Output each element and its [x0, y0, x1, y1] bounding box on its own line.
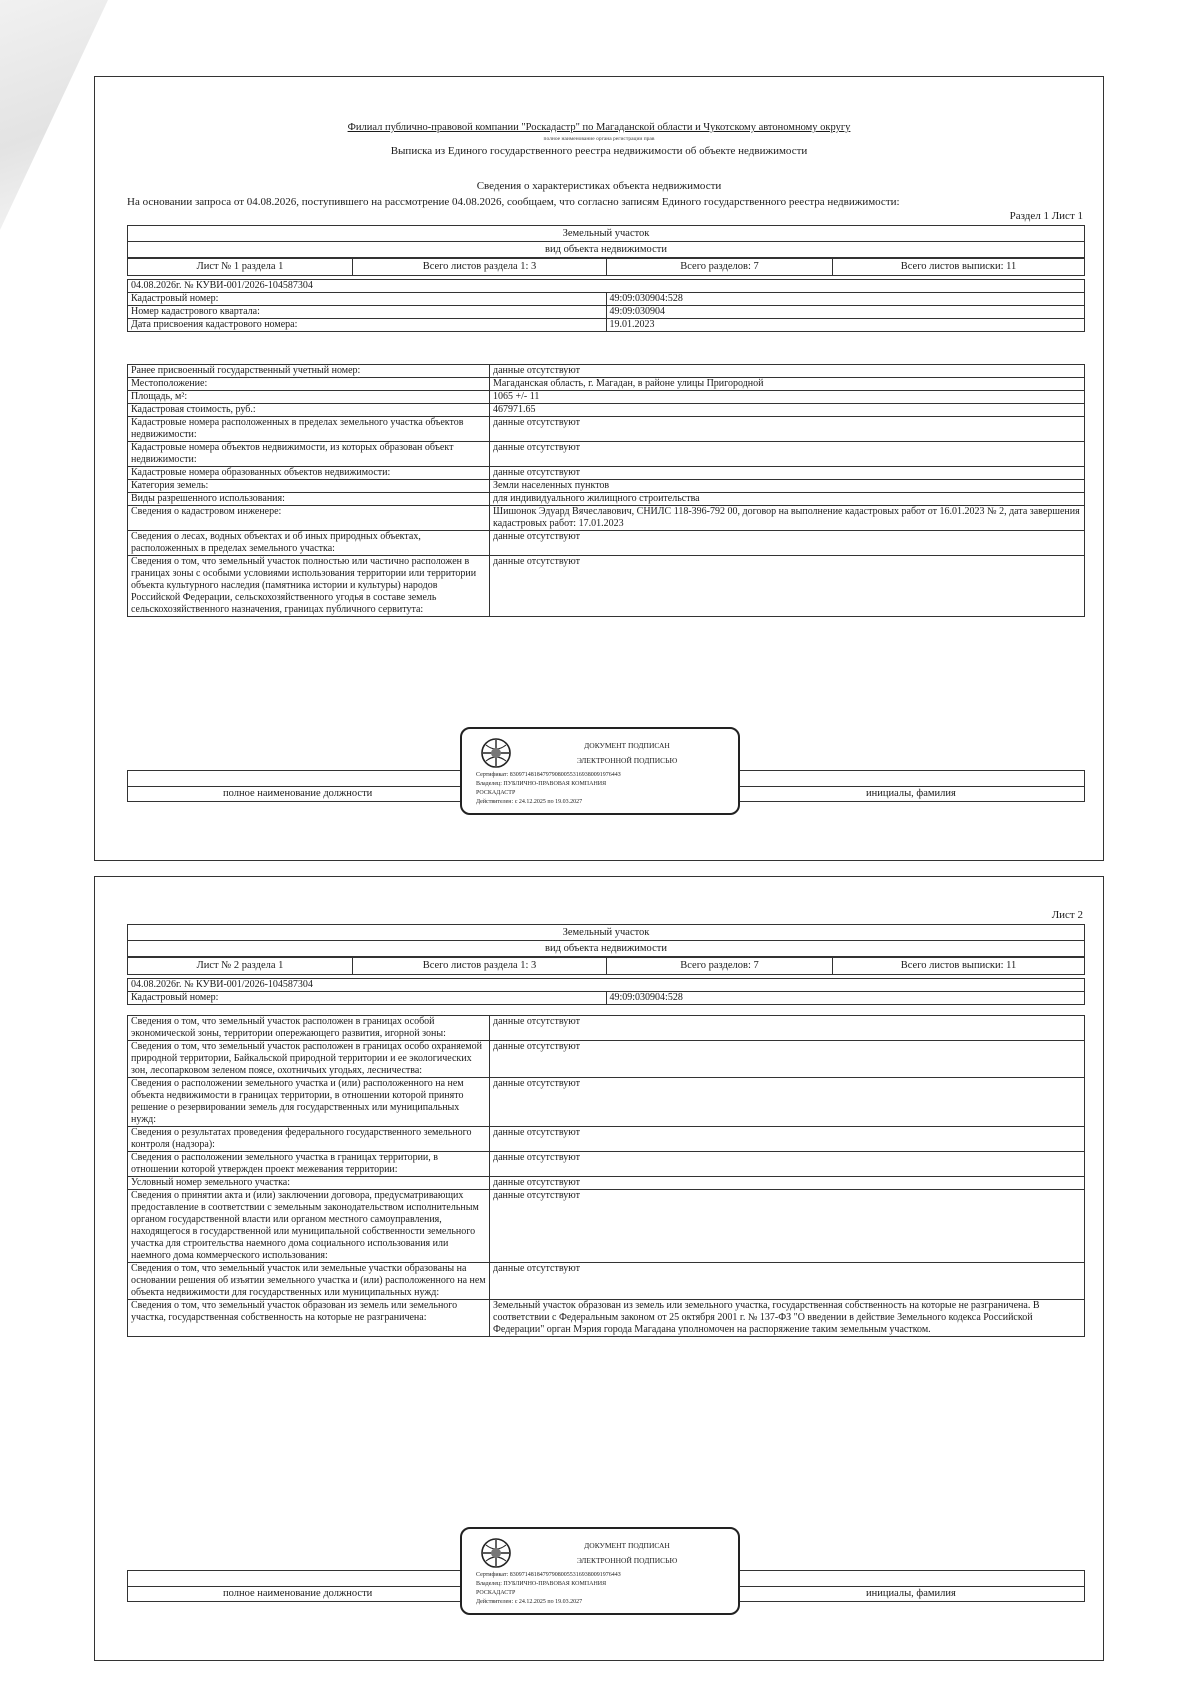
field-value: данные отсутствуют [490, 556, 1085, 617]
table-row [128, 442, 1085, 467]
stamp-owner-name: РОСКАДАСТР [476, 1590, 516, 1596]
field-label: Кадастровые номера расположенных в пределах земельного участка объектов недвижимости: [128, 417, 490, 442]
stamp-title: ДОКУМЕНТ ПОДПИСАН [584, 1541, 670, 1550]
field-label: Виды разрешенного использования: [128, 493, 490, 506]
field-label: Сведения о кадастровом инженере: [128, 506, 490, 531]
field-label: Сведения о лесах, водных объектах и об иных природных объектах, расположенных в пределах земельного участка: [128, 531, 490, 556]
field-value: 49:09:030904:528 [606, 293, 1085, 306]
table-row [128, 531, 1085, 556]
field-label: Кадастровый номер: [128, 293, 607, 306]
field-label: Сведения о том, что земельный участок полностью или частично расположен в границах зоны с особыми условиями использования территории или территории объекта культурного наследия (памятника истории и культуры) народов Российской Федерации, сельскохозяйственного угодья в составе земель сельскохозяйственного назначения, границах публичного сервитута: [128, 556, 490, 617]
sheet-number: Лист № 2 раздела 1 [128, 958, 353, 974]
field-label: Кадастровая стоимость, руб.: [128, 404, 490, 417]
field-value: данные отсутствуют [490, 1152, 1085, 1177]
field-value: данные отсутствуют [490, 1127, 1085, 1152]
document-title: Выписка из Единого государственного реестра недвижимости об объекте недвижимости [390, 145, 808, 157]
field-label: Кадастровые номера образованных объектов недвижимости: [128, 467, 490, 480]
sheets-in-extract: Всего листов выписки: 11 [900, 960, 1017, 971]
document-number: 04.08.2026г. № КУВИ-001/2026-104587304 [128, 979, 1085, 992]
extract-sheet-1 [94, 76, 1104, 861]
stamp-certificate: Сертификат: 830971481847979080055316938009197644З [476, 772, 621, 778]
table-row [128, 1300, 1085, 1337]
field-label: Категория земель: [128, 480, 490, 493]
page-fold-shadow [0, 0, 108, 230]
table-row [128, 1041, 1085, 1078]
table-row [128, 1127, 1085, 1152]
organization-caption: полное наименование органа регистрации прав [543, 136, 655, 142]
stamp-details [476, 771, 621, 807]
position-caption: полное наименование должности [223, 788, 373, 799]
characteristics-table [127, 364, 1085, 617]
field-value: данные отсутствуют [490, 1041, 1085, 1078]
field-label: Номер кадастрового квартала: [128, 306, 607, 319]
document-number: 04.08.2026г. № КУВИ-001/2026-104587304 [128, 280, 1085, 293]
table-row [128, 306, 1085, 319]
object-type-caption: вид объекта недвижимости [128, 242, 1084, 258]
stamp-details [476, 1571, 621, 1607]
table-row [128, 556, 1085, 617]
field-label: Сведения о том, что земельный участок расположен в границах особой экономической зоны, территории опережающего развития, игорной зоны: [128, 1016, 490, 1041]
field-value: данные отсутствуют [490, 1177, 1085, 1190]
sheet-2-label: Лист 2 [1051, 909, 1083, 921]
field-value: данные отсутствуют [490, 467, 1085, 480]
field-value: данные отсутствуют [490, 1190, 1085, 1263]
object-type-box [127, 225, 1085, 258]
stamp-subtitle: ЭЛЕКТРОННОЙ ПОДПИСЬЮ [576, 1556, 678, 1565]
stamp-validity: Действителен: с 24.12.2025 по 19.03.2027 [476, 1599, 583, 1605]
sheets-in-section: Всего листов раздела 1: 3 [353, 259, 607, 275]
field-value: данные отсутствуют [490, 417, 1085, 442]
table-row [128, 293, 1085, 306]
field-value: данные отсутствуют [490, 1016, 1085, 1041]
identifier-table [127, 978, 1085, 1005]
object-type: Земельный участок [128, 226, 1084, 242]
table-row [128, 391, 1085, 404]
stamp-owner: Владелец: ПУБЛИЧНО-ПРАВОВАЯ КОМПАНИЯ [476, 781, 607, 787]
table-row [128, 1152, 1085, 1177]
stamp-title: ДОКУМЕНТ ПОДПИСАН [584, 741, 670, 750]
field-value: данные отсутствуют [490, 365, 1085, 378]
field-value: для индивидуального жилищного строительства [490, 493, 1085, 506]
field-label: Кадастровый номер: [128, 992, 607, 1005]
table-row [128, 378, 1085, 391]
field-label: Сведения о том, что земельный участок образован из земель или земельного участка, государственная собственность на которые не разграничена: [128, 1300, 490, 1337]
field-label: Сведения о том, что земельный участок или земельные участки образованы на основании решения об изъятии земельного участка и (или) расположенного на нем объекта недвижимости для государственных или муниципальных нужд: [128, 1263, 490, 1300]
object-type-box [127, 924, 1085, 957]
stamp-owner: Владелец: ПУБЛИЧНО-ПРАВОВАЯ КОМПАНИЯ [476, 1581, 607, 1587]
sheet-number: Лист № 1 раздела 1 [128, 259, 353, 275]
field-label: Дата присвоения кадастрового номера: [128, 319, 607, 332]
request-line: На основании запроса от 04.08.2026, поступившего на рассмотрение 04.08.2026, сообщаем, что согласно записям Единого государственного реестра недвижимости: [127, 196, 900, 208]
characteristics-table [127, 1015, 1085, 1337]
section-title: Сведения о характеристиках объекта недвижимости [476, 180, 722, 192]
field-value: данные отсутствуют [490, 442, 1085, 467]
stamp-validity: Действителен: с 24.12.2025 по 19.03.2027 [476, 799, 583, 805]
table-row [128, 1190, 1085, 1263]
table-row [128, 1016, 1085, 1041]
field-label: Ранее присвоенный государственный учетный номер: [128, 365, 490, 378]
electronic-signature-stamp [460, 727, 740, 815]
field-value: данные отсутствуют [490, 1078, 1085, 1127]
field-value: 1065 +/- 11 [490, 391, 1085, 404]
field-label: Сведения о принятии акта и (или) заключении договора, предусматривающих предоставление в соответствии с земельным законодательством исполнительным органом государственной власти или органом местного самоуправления, находящегося в государственной или муниципальной собственности земельного участка для строительства наемного дома социального использования или наемного дома коммерческого использования: [128, 1190, 490, 1263]
extract-sheet-2 [94, 876, 1104, 1661]
identifier-table [127, 279, 1085, 332]
field-value: 49:09:030904:528 [606, 992, 1085, 1005]
field-value: 467971.65 [490, 404, 1085, 417]
field-label: Сведения о расположении земельного участка и (или) расположенного на нем объекта недвижимости в границах территории, в отношении которой принято решение о резервировании земель для государственных или муниципальных нужд: [128, 1078, 490, 1127]
field-value: Магаданская область, г. Магадан, в районе улицы Пригородной [490, 378, 1085, 391]
field-value: Шишонок Эдуард Вячеславович, СНИЛС 118-396-792 00, договор на выполнение кадастровых работ от 16.01.2023 № 2, дата завершения кадастровых работ: 17.01.2023 [490, 506, 1085, 531]
table-row [128, 365, 1085, 378]
field-value: Земли населенных пунктов [490, 480, 1085, 493]
field-label: Сведения о результатах проведения федерального государственного земельного контроля (надзора): [128, 1127, 490, 1152]
stamp-owner-name: РОСКАДАСТР [476, 790, 516, 796]
organization-name: Филиал публично-правовой компании "Роскадастр" по Магаданской области и Чукотскому автономному округу [347, 122, 851, 133]
sheet-info-row [127, 957, 1085, 975]
table-row [128, 467, 1085, 480]
stamp-subtitle: ЭЛЕКТРОННОЙ ПОДПИСЬЮ [576, 756, 678, 765]
table-row [128, 417, 1085, 442]
field-label: Условный номер земельного участка: [128, 1177, 490, 1190]
section-sheet-label: Раздел 1 Лист 1 [1009, 210, 1083, 222]
sections-total: Всего разделов: 7 [607, 958, 833, 974]
field-label: Площадь, м²: [128, 391, 490, 404]
table-row [128, 493, 1085, 506]
field-value: данные отсутствуют [490, 1263, 1085, 1300]
table-row [128, 1078, 1085, 1127]
object-type: Земельный участок [128, 925, 1084, 941]
field-label: Местоположение: [128, 378, 490, 391]
field-label: Сведения о том, что земельный участок расположен в границах особо охраняемой природной территории, Байкальской природной территории и ее экологических зон, лесопарковом зеленом поясе, охотничьих угодьях, лесничества: [128, 1041, 490, 1078]
object-type-caption: вид объекта недвижимости [128, 941, 1084, 957]
table-row [128, 319, 1085, 332]
sheets-in-section: Всего листов раздела 1: 3 [353, 958, 607, 974]
table-row [128, 992, 1085, 1005]
field-value: 49:09:030904 [606, 306, 1085, 319]
table-row [128, 404, 1085, 417]
stamp-certificate: Сертификат: 830971481847979080055316938009197644З [476, 1572, 621, 1578]
initials-caption: инициалы, фамилия [866, 788, 956, 799]
sheets-in-extract: Всего листов выписки: 11 [900, 261, 1017, 272]
table-row [128, 1177, 1085, 1190]
sheet-info-row [127, 258, 1085, 276]
table-row [128, 1263, 1085, 1300]
position-caption: полное наименование должности [223, 1588, 373, 1599]
field-value: 19.01.2023 [606, 319, 1085, 332]
field-label: Сведения о расположении земельного участка в границах территории, в отношении которой утвержден проект межевания территории: [128, 1152, 490, 1177]
rosreestr-emblem-icon [480, 1537, 512, 1569]
initials-caption: инициалы, фамилия [866, 1588, 956, 1599]
rosreestr-emblem-icon [480, 737, 512, 769]
doc-number-row [128, 979, 1085, 992]
field-value: Земельный участок образован из земель или земельного участка, государственная собственность на которые не разграничена. В соответствии с Федеральным законом от 25 октября 2001 г. № 137-ФЗ "О введении в действие Земельного кодекса Российской Федерации" орган Мэрия города Магадана уполномочен на распоряжение таким земельным участком. [490, 1300, 1085, 1337]
table-row [128, 480, 1085, 493]
doc-number-row [128, 280, 1085, 293]
sections-total: Всего разделов: 7 [607, 259, 833, 275]
field-value: данные отсутствуют [490, 531, 1085, 556]
field-label: Кадастровые номера объектов недвижимости, из которых образован объект недвижимости: [128, 442, 490, 467]
electronic-signature-stamp [460, 1527, 740, 1615]
table-row [128, 506, 1085, 531]
